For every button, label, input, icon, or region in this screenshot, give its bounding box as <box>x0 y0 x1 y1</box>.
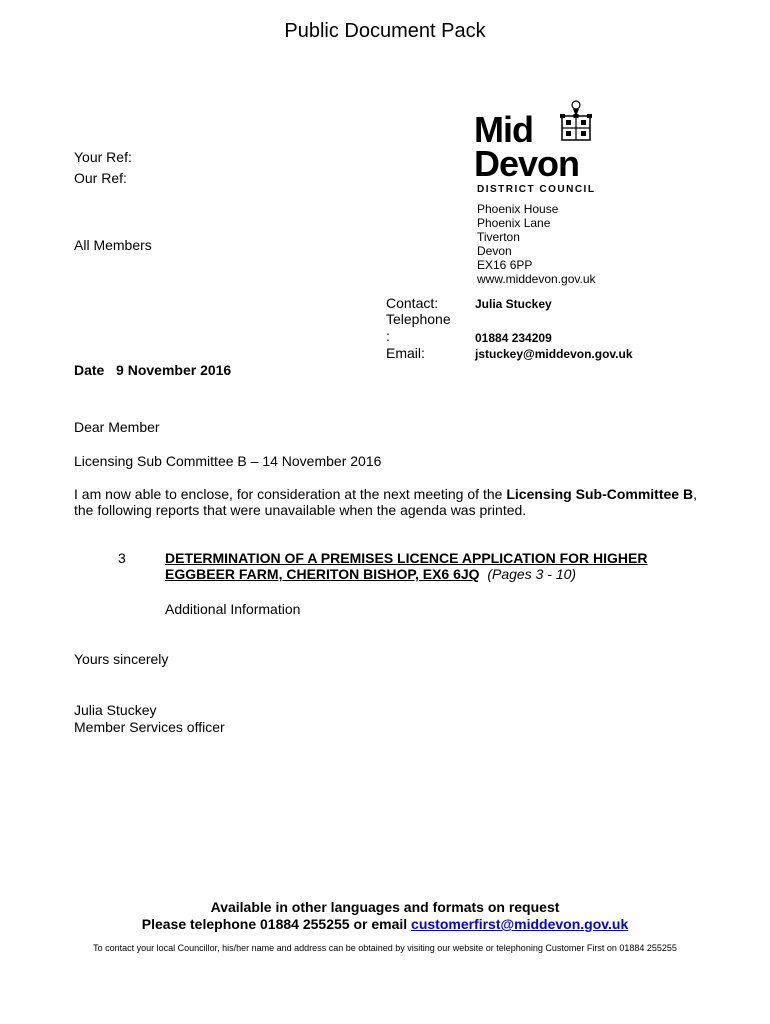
date-label: Date <box>74 362 105 378</box>
footer-contact <box>0 916 770 932</box>
body-paragraph <box>74 486 697 518</box>
letter-date <box>74 362 231 378</box>
recipient: All Members <box>74 237 152 253</box>
email-label: Email: <box>386 345 425 361</box>
address-line: Tiverton <box>477 230 520 244</box>
subject-line: Licensing Sub Committee B – 14 November 2016 <box>74 453 382 469</box>
footer-contact-text: Please telephone 01884 255255 or email <box>141 916 412 932</box>
address-line: Devon <box>477 244 512 258</box>
agenda-item <box>165 550 715 582</box>
telephone-label: Telephone <box>386 311 451 327</box>
contact-label: Contact: <box>386 295 439 311</box>
telephone-value: 01884 234209 <box>475 331 552 345</box>
address-line: Phoenix House <box>477 202 559 216</box>
footer-email-link[interactable]: customerfirst@middevon.gov.uk <box>411 916 629 932</box>
address-website[interactable]: www.middevon.gov.uk <box>477 272 596 286</box>
footer-councillor-note: To contact your local Councillor, his/her name and address can be obtained by visiting our website or telephoning Customer First on 01884 255255 <box>93 943 677 953</box>
agenda-item-pages: (Pages 3 - 10) <box>487 566 577 582</box>
body-text-post: , the following reports that were unavailable when the agenda was printed. <box>74 486 697 518</box>
council-logo <box>474 100 614 200</box>
agenda-item-note: Additional Information <box>165 601 301 617</box>
salutation: Dear Member <box>74 419 160 435</box>
agenda-item-number: 3 <box>118 550 126 566</box>
signer-name: Julia Stuckey <box>74 702 157 718</box>
logo-mid: Mid <box>474 109 533 150</box>
our-ref-label: Our Ref: <box>74 170 127 186</box>
pack-title: Public Document Pack <box>284 20 486 42</box>
telephone-colon: : <box>386 328 390 344</box>
signer-role: Member Services officer <box>74 719 225 735</box>
body-text-bold: Licensing Sub-Committee B <box>506 486 694 502</box>
agenda-item-title[interactable]: DETERMINATION OF A PREMISES LICENCE APPLICATION FOR HIGHER EGGBEER FARM, CHERITON BISHOP, EX6 6JQ <box>165 550 648 582</box>
email-value[interactable]: jstuckey@middevon.gov.uk <box>475 347 633 361</box>
address-line: EX16 6PP <box>477 258 533 272</box>
council-address <box>477 202 596 286</box>
crest-icon <box>556 100 596 144</box>
your-ref-label: Your Ref: <box>74 149 132 165</box>
body-text-pre: I am now able to enclose, for consideration at the next meeting of the <box>74 486 507 502</box>
closing: Yours sincerely <box>74 651 169 667</box>
footer-languages: Available in other languages and formats on request <box>210 899 560 915</box>
logo-devon: Devon <box>474 143 580 184</box>
date-value: 9 November 2016 <box>116 362 232 378</box>
contact-value: Julia Stuckey <box>475 297 552 311</box>
logo-district-council: DISTRICT COUNCIL <box>477 184 596 195</box>
address-line: Phoenix Lane <box>477 216 551 230</box>
